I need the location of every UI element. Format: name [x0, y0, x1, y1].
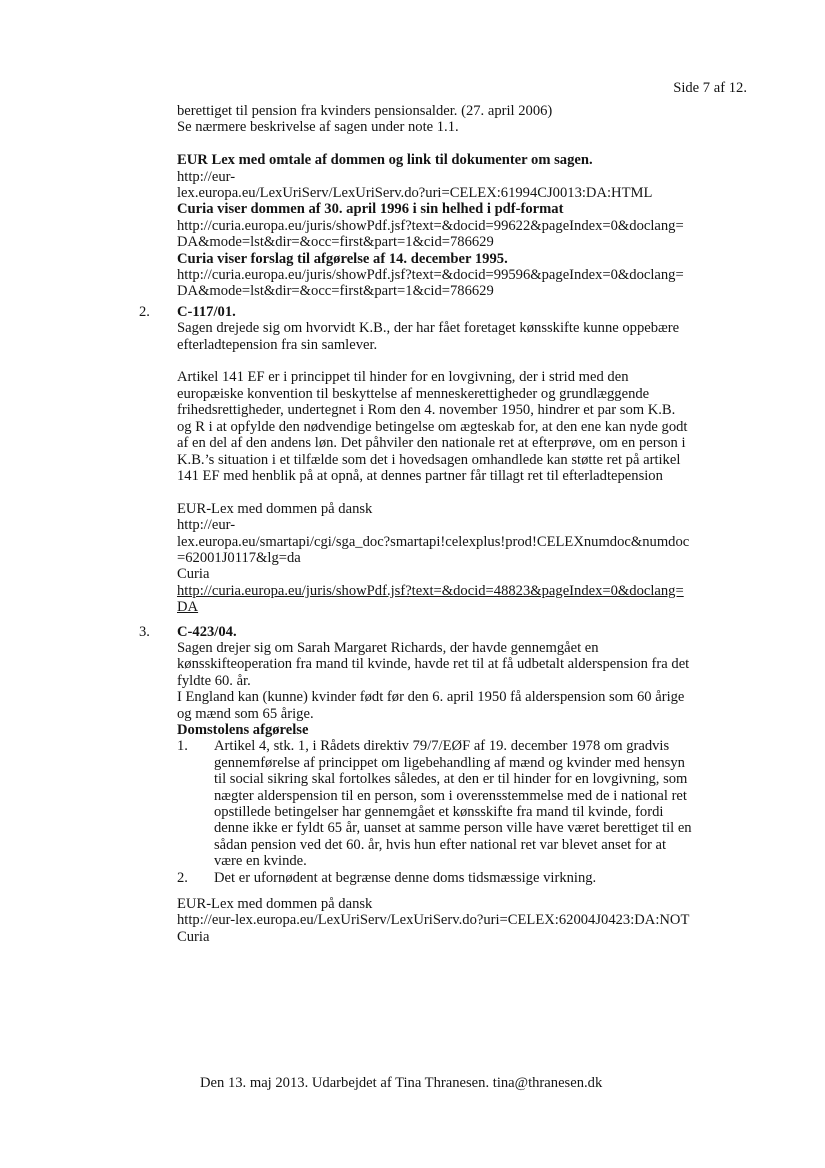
curia-link[interactable]: http://curia.europa.eu/juris/showPdf.jsf?text=&docid=48823&pageIndex=0&doclang=	[177, 582, 684, 599]
decision-text: opstillede betingelser har gennemgået et kønsskifte fra mand til kvinde, fordi	[214, 804, 664, 821]
curia-judgment-heading: Curia viser dommen af 30. april 1996 i sin helhed i pdf-format	[177, 201, 564, 218]
case-summary: Sagen drejer sig om Sarah Margaret Richards, der havde gennemgået en	[177, 639, 599, 656]
case-item	[139, 623, 755, 946]
decision-text: denne ikke er fyldt 65 år, uanset at samme person ville have været berettiget til en	[214, 820, 692, 837]
decision-heading: Domstolens afgørelse	[177, 721, 309, 738]
decision-item	[177, 870, 755, 886]
eurlex-link[interactable]: http://eur-	[177, 517, 236, 534]
eurlex-link[interactable]: http://eur-lex.europa.eu/LexUriServ/LexUriServ.do?uri=CELEX:62004J0423:DA:NOT	[177, 912, 690, 929]
eurlex-link[interactable]: =62001J0117&lg=da	[177, 549, 301, 566]
case-ruling: Artikel 141 EF er i princippet til hinder for en lovgivning, der i strid med den	[177, 369, 629, 386]
decision-number: 2.	[177, 869, 188, 886]
curia-opinion-link[interactable]: http://curia.europa.eu/juris/showPdf.jsf?text=&docid=99596&pageIndex=0&doclang=	[177, 267, 684, 284]
case-summary: Sagen drejede sig om hvorvidt K.B., der har fået foretaget kønsskifte kunne oppebære	[177, 320, 680, 337]
curia-opinion-link[interactable]: DA&mode=lst&dir=&occ=first&part=1&cid=786629	[177, 283, 494, 300]
curia-judgment-link[interactable]: http://curia.europa.eu/juris/showPdf.jsf?text=&docid=99622&pageIndex=0&doclang=	[177, 217, 684, 234]
case-ruling: frihedsrettigheder, undertegnet i Rom den 4. november 1950, hindrer et par som K.B.	[177, 402, 676, 419]
eurlex-link[interactable]: lex.europa.eu/LexUriServ/LexUriServ.do?uri=CELEX:61994CJ0013:DA:HTML	[177, 185, 653, 202]
case-ruling: europæiske konvention til beskyttelse af menneskerettigheder og grundlæggende	[177, 385, 650, 402]
decision-number: 1.	[177, 738, 188, 755]
case-summary: kønsskifteoperation fra mand til kvinde, havde ret til at få udbetalt alderspension fra det	[177, 656, 690, 673]
case-item	[139, 303, 755, 616]
case-summary: fyldte 60. år.	[177, 672, 251, 689]
decision-text: være en kvinde.	[214, 853, 307, 870]
curia-label: Curia	[177, 566, 210, 583]
decision-text: Det er ufornødent at begrænse denne doms tidsmæssige virkning.	[214, 869, 597, 886]
case-ruling: K.B.’s situation i et tilfælde som det i hovedsagen omhandlede kan støtte ret på artikel	[177, 451, 681, 468]
decision-text: sådan pension ved det 60. år, hvis hun efter national ret var blevet anset for at	[214, 836, 667, 853]
case-ruling: og R i at opfylde den nødvendige betingelse om ægteskab for, at den ene kan nyde godt	[177, 418, 688, 435]
case-number: 3.	[139, 623, 150, 640]
curia-opinion-heading: Curia viser forslag til afgørelse af 14. december 1995.	[177, 250, 508, 267]
case-title: C-117/01.	[177, 303, 236, 320]
body-text: Se nærmere beskrivelse af sagen under note 1.1.	[177, 119, 459, 136]
decision-text: Artikel 4, stk. 1, i Rådets direktiv 79/7/EØF af 19. december 1978 om gradvis	[214, 738, 670, 755]
case-summary: efterladtepension fra sin samlever.	[177, 336, 378, 353]
decision-text: nægter alderspension til en person, som i overensstemmelse med de i national ret	[214, 787, 687, 804]
curia-label: Curia	[177, 928, 210, 945]
decision-text: til social sikring skal fortolkes således, at den er til hinder for en lovgivning, som	[214, 771, 688, 788]
case-title: C-423/04.	[177, 623, 237, 640]
eurlex-link[interactable]: lex.europa.eu/smartapi/cgi/sga_doc?smartapi!celexplus!prod!CELEXnumdoc&numdoc	[177, 533, 690, 550]
case-summary: og mænd som 65 årige.	[177, 705, 314, 722]
eurlex-heading: EUR Lex med omtale af dommen og link til dokumenter om sagen.	[177, 152, 593, 169]
page-number: Side 7 af 12.	[673, 80, 747, 96]
case-ruling: 141 EF med henblik på at opnå, at dennes partner får tillagt ret til efterladtepension	[177, 467, 663, 484]
curia-judgment-link[interactable]: DA&mode=lst&dir=&occ=first&part=1&cid=786629	[177, 234, 494, 251]
page-footer: Den 13. maj 2013. Udarbejdet af Tina Thranesen. tina@thranesen.dk	[200, 1075, 603, 1091]
case-summary: I England kan (kunne) kvinder født før den 6. april 1950 få alderspension som 60 årige	[177, 689, 685, 706]
eurlex-link[interactable]: http://eur-	[177, 168, 236, 185]
case-ruling: af en del af den andens løn. Det påhviler den nationale ret at efterprøve, om en person i	[177, 435, 686, 452]
decision-text: gennemførelse af princippet om ligebehandling af mænd og kvinder med hensyn	[214, 754, 685, 771]
decision-item	[177, 738, 755, 869]
case-number: 2.	[139, 303, 150, 320]
eurlex-label: EUR-Lex med dommen på dansk	[177, 500, 373, 517]
body-text: berettiget til pension fra kvinders pensionsalder. (27. april 2006)	[177, 103, 553, 119]
curia-link[interactable]: DA	[177, 599, 199, 616]
eurlex-label: EUR-Lex med dommen på dansk	[177, 896, 373, 913]
page-content	[139, 103, 755, 945]
